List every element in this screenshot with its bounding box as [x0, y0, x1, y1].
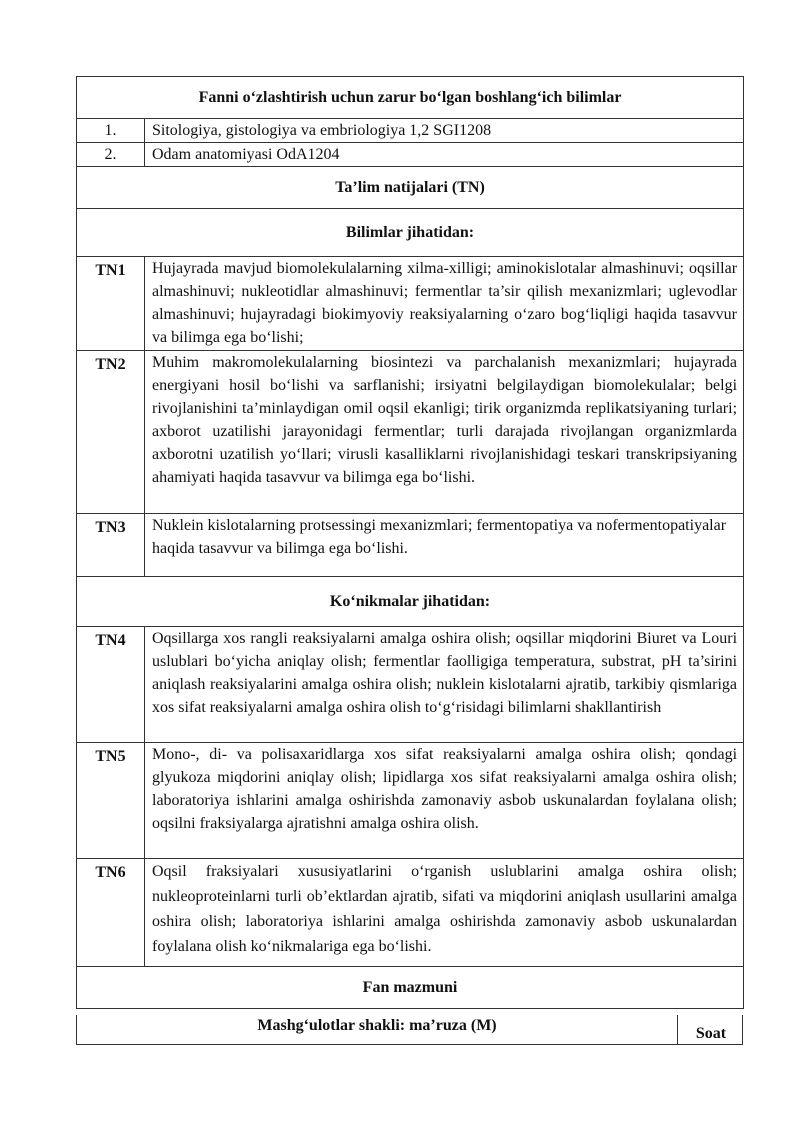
- row-number: 2.: [77, 143, 145, 167]
- content-heading: Fan mazmuni: [77, 967, 744, 1009]
- lecture-row: [76, 1015, 743, 1045]
- outcome-code: TN1: [77, 257, 145, 351]
- hours-header: Soat: [695, 1025, 727, 1042]
- outcomes-heading: Ta’lim natijalari (TN): [77, 167, 744, 209]
- outcome-text: Nuklein kislotalarning protsessingi mexanizmlari; fermentopatiya va nofermentopatiyalar haqida tasavvur va bilimga ega bo‘lishi.: [145, 514, 744, 577]
- syllabus-table: [76, 76, 744, 1009]
- outcome-code: TN4: [77, 627, 145, 743]
- outcome-row: [77, 627, 744, 743]
- prerequisites-heading: Fanni o‘zlashtirish uchun zarur bo‘lgan boshlang‘ich bilimlar: [77, 77, 744, 119]
- row-number: 1.: [77, 119, 145, 143]
- prerequisite-text: Sitologiya, gistologiya va embriologiya 1,2 SGI1208: [145, 119, 744, 143]
- prerequisite-row: [77, 143, 744, 167]
- outcome-text: Oqsillarga xos rangli reaksiyalarni amalga oshira olish; oqsillar miqdorini Biuret va Louri uslublari bo‘yicha aniqlay olish; fermentlar faolligiga temperatura, substrat, pH ta’sirini aniqlash reaksiyalarini amalga oshira olish; nuklein kislotalarni ajratib, tarkibiy qismlariga xos sifat reaksiyalarni amalga oshira olish to‘g‘risidagi bilimlarni shakllantirish: [145, 627, 744, 743]
- outcome-text: Muhim makromolekulalarning biosintezi va parchalanish mexanizmlari; hujayrada energiyani hosil bo‘lishi va sarflanishi; irsiyatni belgilaydigan biomolekulalar; belgi rivojlanishini ta’minlaydigan omil oqsil ekanligi; tirik organizmda replikatsiyaning turlari; axborot uzatilishi jarayonidagi fermentlar; turli darajada rivojlangan organizmlarda axborotni uzatilish yo‘llari; virusli kasalliklarni rivojlanishidagi teskari transkripsiyaning ahamiyati haqida tasavvur va bilimga ega bo‘lishi.: [145, 351, 744, 514]
- skills-heading: Ko‘nikmalar jihatidan:: [77, 577, 744, 627]
- outcome-code: TN2: [77, 351, 145, 514]
- outcome-row: [77, 514, 744, 577]
- outcome-row: [77, 351, 744, 514]
- lecture-label: Mashg‘ulotlar shakli: ma’ruza (M): [257, 1017, 497, 1034]
- outcome-code: TN5: [77, 743, 145, 859]
- outcome-row: [77, 859, 744, 967]
- outcome-row: [77, 257, 744, 351]
- outcome-text: Hujayrada mavjud biomolekulalarning xilma-xilligi; aminokislotalar almashinuvi; oqsillar almashinuvi; nukleotidlar almashinuvi; fermentlar ta’sir qilish mexanizmlari; uglevodlar almashinuvi; hujayradagi biokimyoviy reaksiyalarning o‘zaro bog‘liqligi haqida tasavvur va bilimga ega bo‘lishi;: [145, 257, 744, 351]
- outcome-code: TN3: [77, 514, 145, 577]
- prerequisite-text: Odam anatomiyasi OdA1204: [145, 143, 744, 167]
- outcome-text: Mono-, di- va polisaxaridlarga xos sifat reaksiyalarni amalga oshira olish; qondagi glyukoza miqdorini aniqlay olish; lipidlarga xos sifat reaksiyalarni amalga oshira olish; laboratoriya ishlarini amalga oshirishda zamonaviy asbob uskunalardan foylalana olish; oqsilni fraksiyalarga ajratishni amalga oshira olish.: [145, 743, 744, 859]
- outcome-code: TN6: [77, 859, 145, 967]
- outcome-text: Oqsil fraksiyalari xususiyatlarini o‘rganish uslublarini amalga oshira olish; nukleoproteinlarni turli ob’ektlardan ajratib, sifati va miqdorini aniqlash usullarini amalga oshira olish; laboratoriya ishlarini amalga oshirishda zamonaviy asbob uskunalardan foylalana olish ko‘nikmalariga ega bo‘lishi.: [145, 859, 744, 967]
- prerequisite-row: [77, 119, 744, 143]
- knowledge-heading: Bilimlar jihatidan:: [77, 209, 744, 257]
- outcome-row: [77, 743, 744, 859]
